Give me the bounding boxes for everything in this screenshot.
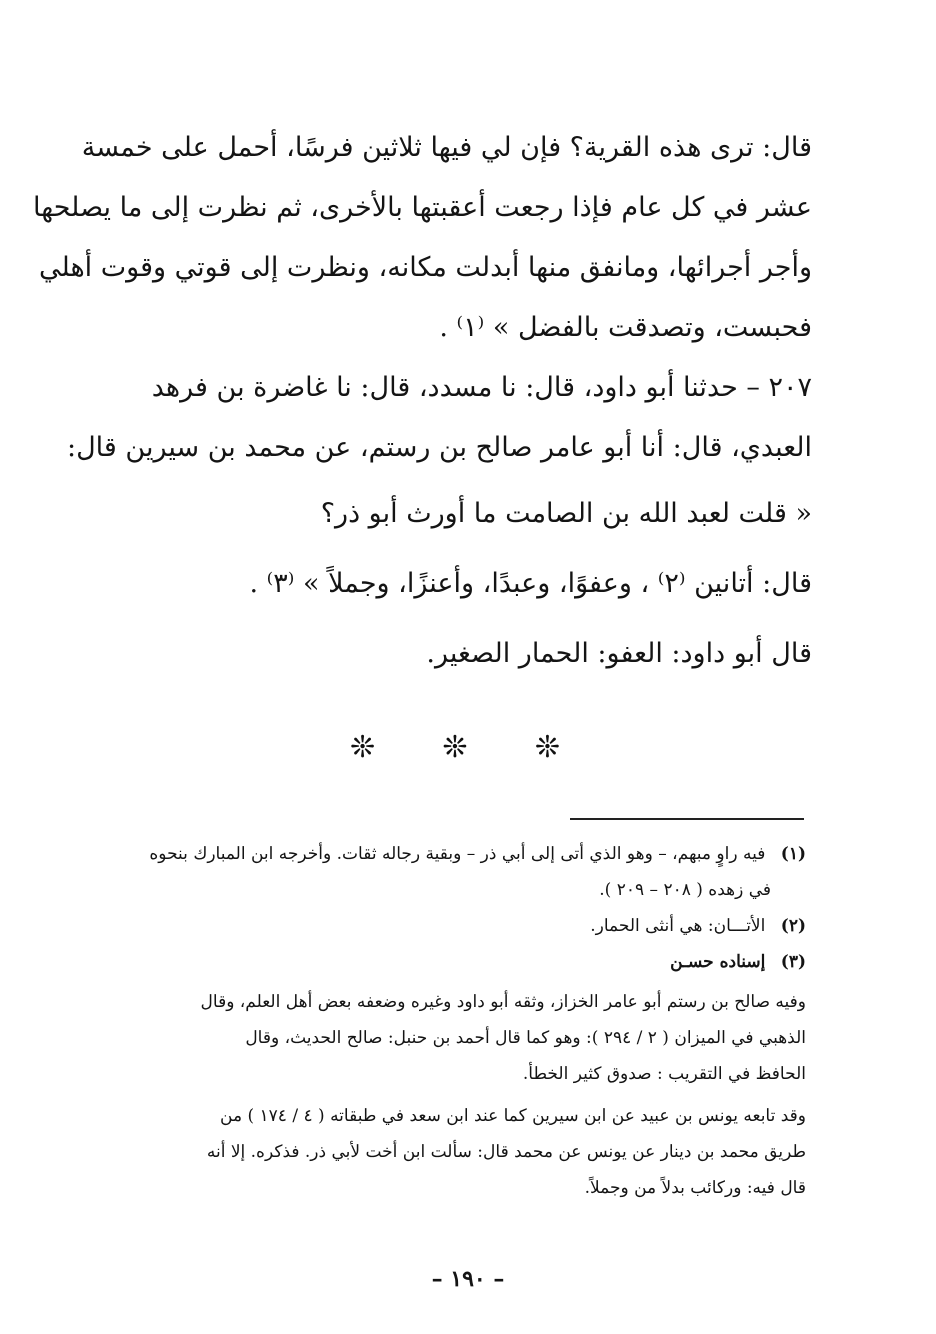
- footnote-3-line-3: الحافظ في التقريب : صدوق كثير الخطأ.: [522, 1064, 806, 1084]
- footnote-3-line-4: وقد تابعه يونس بن عبيد عن ابن سيرين كما عند ابن سعد في طبقاته ( ٤ / ١٧٤ ) من: [220, 1106, 806, 1126]
- footnote-2: [106, 908, 806, 944]
- footnote-1-text: فيه راوٍ مبهم، – وهو الذي أتى إلى أبي ذر – وبقية رجاله ثقات. وأخرجه ابن المبارك بنحوه: [149, 844, 766, 864]
- abu-dawud-gloss: قال أبو داود: العفو: الحمار الصغير.: [426, 638, 812, 669]
- footnote-3-line-1: وفيه صالح بن رستم أبو عامر الخزاز، وثقه أبو داود وغيره وضعفه بعض أهل العلم، وقال: [200, 992, 806, 1012]
- main-text-line-3: وأجر أجرائها، ومانفق منها أبدلت مكانه، ونظرت إلى قوتي وقوت أهلي: [39, 252, 812, 283]
- star-ornament-icon: ❊: [442, 729, 468, 765]
- footnote-3-line-6: قال فيه: وركائب بدلاً من وجملاً.: [584, 1178, 806, 1198]
- footnote-1-continued: في زهده ( ٢٠٨ – ٢٠٩ ).: [599, 880, 771, 900]
- star-ornament-icon: ❊: [350, 729, 376, 765]
- footnote-divider: [570, 818, 804, 820]
- main-text-line-2: عشر في كل عام فإذا رجعت أعقبتها بالأخرى، ثم نظرت إلى ما يصلحها: [33, 192, 812, 223]
- footnote-3-line-5: طريق محمد بن دينار عن يونس عن محمد قال: سألت ابن أخت لأبي ذر. فذكره. إلا أنه: [206, 1142, 806, 1162]
- main-text-line-4: فحبست، وتصدقت بالفضل » ⁽١⁾ .: [439, 312, 812, 343]
- hadith-207-line-2: العبدي، قال: أنا أبو عامر صالح بن رستم، عن محمد بن سيرين قال:: [66, 432, 812, 463]
- footnote-3: [106, 944, 806, 980]
- footnote-2-text: الأتـــان: هي أنثى الحمار.: [590, 916, 766, 936]
- main-text-line-1: قال: ترى هذه القرية؟ فإن لي فيها ثلاثين فرسًا، أحمل على خمسة: [81, 132, 812, 163]
- footnote-2-number: (٢): [780, 916, 806, 936]
- page-number: – ١٩٠ –: [431, 1266, 505, 1292]
- hadith-quote-line-1: « قلت لعبد الله بن الصامت ما أورث أبو ذر؟: [320, 498, 812, 529]
- hadith-207-line-1: ٢٠٧ – حدثنا أبو داود، قال: نا مسدد، قال: نا غاضرة بن فرهد: [151, 372, 812, 403]
- section-separator: [350, 727, 560, 767]
- footnote-1-number: (١): [780, 844, 806, 864]
- hadith-quote-line-2: قال: أتانين ⁽٢⁾ ، وعفوًا، وعبدًا، وأعنزًا، وجملاً » ⁽٣⁾ .: [249, 568, 812, 599]
- footnote-1: [106, 836, 806, 872]
- footnote-3-title: إسناده حسـن: [670, 952, 766, 972]
- star-ornament-icon: ❊: [534, 729, 560, 765]
- footnote-3-number: (٣): [780, 952, 806, 972]
- footnote-3-line-2: الذهبي في الميزان ( ٢ / ٢٩٤ ): وهو كما قال أحمد بن حنبل: صالح الحديث، وقال: [245, 1028, 806, 1048]
